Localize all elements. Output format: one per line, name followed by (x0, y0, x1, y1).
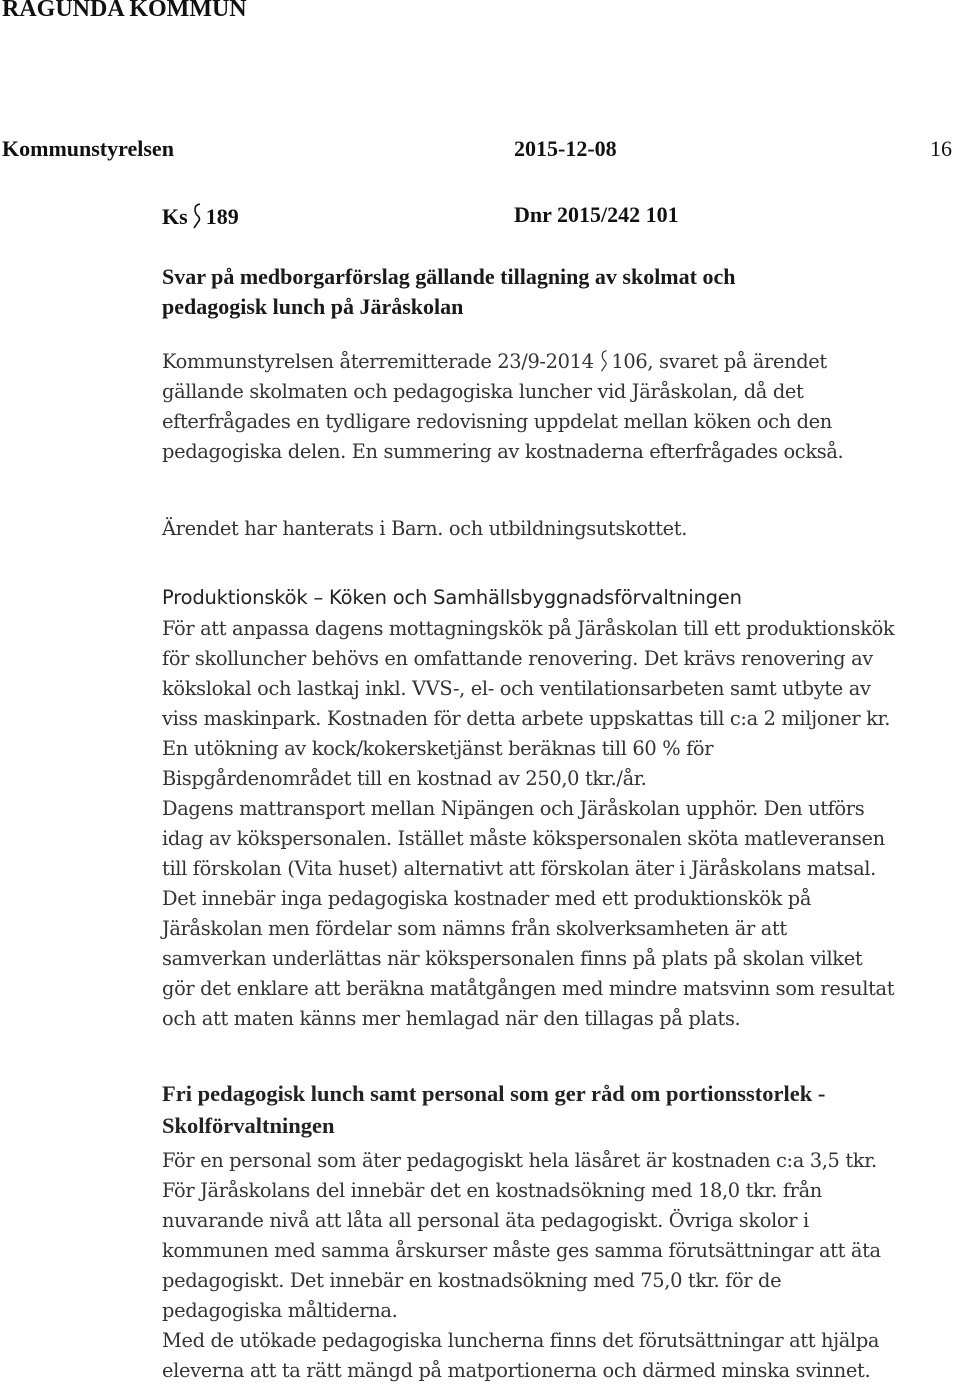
paragraph-line: För att anpassa dagens mottagningskök på Järåskolan till ett produktionskök (162, 617, 895, 640)
paragraph-line: För Järåskolans del innebär det en kostnadsökning med 18,0 tkr. från (162, 1179, 822, 1202)
paragraph-line: till förskolan (Vita huset) alternativt att förskolan äter i Järåskolans matsal. (162, 857, 876, 880)
paragraph-line: nuvarande nivå att låta all personal äta pedagogiskt. Övriga skolor i (162, 1209, 809, 1232)
diary-number: Dnr 2015/242 101 (514, 202, 679, 227)
heading-line: Fri pedagogisk lunch samt personal som ger råd om portionsstorlek - (162, 1081, 826, 1106)
paragraph-line: Dagens mattransport mellan Nipängen och Järåskolan upphör. Den utförs (162, 797, 865, 820)
section2-body (162, 1146, 881, 1386)
paragraph-line: idag av kökspersonalen. Istället måste kökspersonalen sköta matleveransen (162, 827, 885, 850)
organization-name: RAGUNDA KOMMUN (2, 0, 247, 22)
heading-line: Skolförvaltningen (162, 1113, 335, 1138)
intro-paragraph (162, 347, 843, 467)
paragraph-line: Det innebär inga pedagogiska kostnader med ett produktionskök på (162, 887, 812, 910)
paragraph-line: kommunen med samma årskurser måste ges samma förutsättningar att äta (162, 1239, 881, 1262)
paragraph-line: pedagogiska delen. En summering av kostnaderna efterfrågades också. (162, 440, 844, 463)
paragraph-line: För en personal som äter pedagogiskt hela läsåret är kostnaden c:a 3,5 tkr. (162, 1149, 877, 1172)
meeting-body: Kommunstyrelsen (2, 136, 174, 161)
section1-body (162, 614, 894, 1034)
paragraph-line: gör det enklare att beräkna matåtgången med mindre matsvinn som resultat (162, 977, 895, 1000)
meeting-date: 2015-12-08 (514, 136, 617, 161)
title-line: Svar på medborgarförslag gällande tillagning av skolmat och (162, 264, 736, 289)
paragraph-line: gällande skolmaten och pedagogiska luncher vid Järåskolan, då det (162, 380, 804, 403)
paragraph-line: Med de utökade pedagogiska luncherna finns det förutsättningar att hjälpa (162, 1329, 880, 1352)
paragraph-line: Järåskolan men fördelar som nämns från skolverksamheten är att (162, 917, 787, 940)
paragraph-line: och att maten känns mer hemlagad när den tillagas på plats. (162, 1007, 741, 1030)
section-heading-free-lunch (162, 1078, 825, 1142)
paragraph-line: kökslokal och lastkaj inkl. VVS-, el- och ventilationsarbeten samt utbyte av (162, 677, 871, 700)
page-number: 16 (930, 136, 952, 161)
paragraph-line: En utökning av kock/kokersketjänst beräknas till 60 % för (162, 737, 714, 760)
ks-label: Ks (162, 204, 188, 229)
handled-statement (162, 514, 687, 544)
paragraph-line: för skolluncher behövs en omfattande renovering. Det krävs renovering av (162, 647, 873, 670)
intro-text-end: 106, svaret på ärendet (611, 350, 827, 373)
paragraph-line: samverkan underlättas när kökspersonalen finns på plats på skolan vilket (162, 947, 863, 970)
ks-number: 189 (205, 204, 239, 229)
section-mark-icon (192, 202, 202, 230)
paragraph-line: Ärendet har hanterats i Barn. och utbildningsutskottet. (162, 517, 688, 540)
title-line: pedagogisk lunch på Järåskolan (162, 294, 464, 319)
paragraph-line (162, 347, 843, 377)
document-title (162, 262, 735, 322)
paragraph-line: pedagogiska måltiderna. (162, 1299, 398, 1322)
paragraph-line: viss maskinpark. Kostnaden för detta arbete uppskattas till c:a 2 miljoner kr. (162, 707, 891, 730)
intro-text-start: Kommunstyrelsen återremitterade 23/9-2014 (162, 350, 600, 373)
case-reference (162, 202, 239, 230)
section-mark-icon (599, 349, 609, 373)
paragraph-line: Bispgårdenområdet till en kostnad av 250,0 tkr./år. (162, 767, 647, 790)
section-heading-production-kitchen: Produktionskök – Köken och Samhällsbyggnadsförvaltningen (162, 586, 742, 609)
paragraph-line: efterfrågades en tydligare redovisning uppdelat mellan köken och den (162, 410, 832, 433)
paragraph-line: eleverna att ta rätt mängd på matportionerna och därmed minska svinnet. (162, 1359, 871, 1382)
paragraph-line: pedagogiskt. Det innebär en kostnadsökning med 75,0 tkr. för de (162, 1269, 782, 1292)
